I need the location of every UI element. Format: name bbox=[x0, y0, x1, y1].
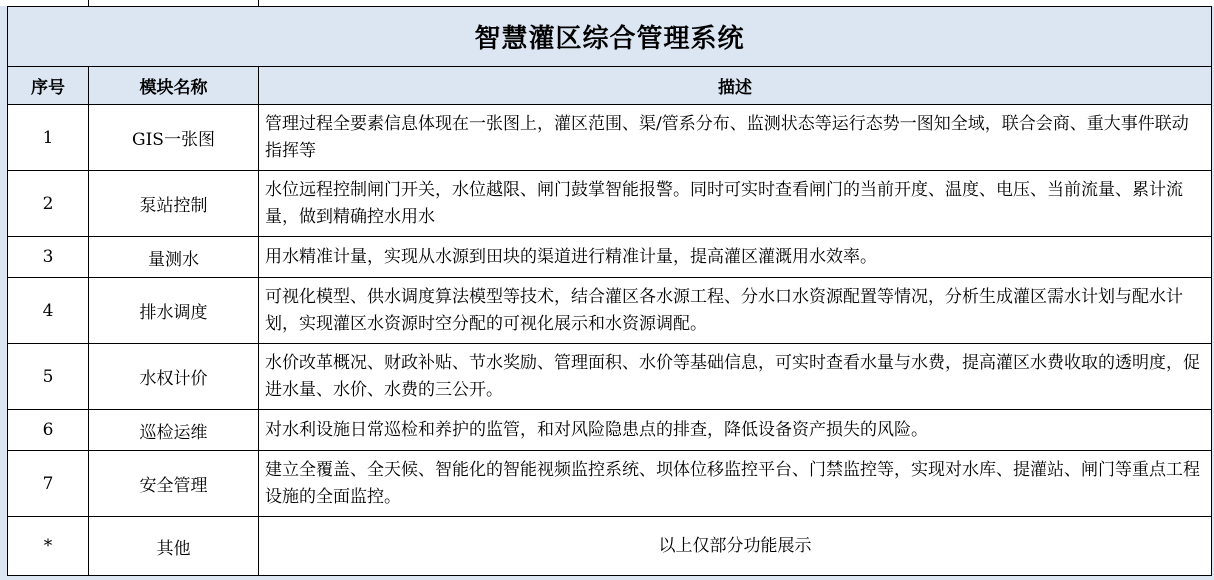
row-module: 巡检运维 bbox=[89, 410, 259, 451]
header-module: 模块名称 bbox=[89, 67, 259, 105]
row-index: 2 bbox=[8, 171, 89, 237]
row-module: 泵站控制 bbox=[89, 171, 259, 237]
table-row bbox=[8, 451, 1212, 517]
header-row bbox=[8, 67, 1212, 105]
table-row bbox=[8, 278, 1212, 344]
row-index: 3 bbox=[8, 237, 89, 278]
row-index: * bbox=[8, 517, 89, 576]
row-description: 水位远程控制闸门开关，水位越限、闸门鼓掌智能报警。同时可实时查看闸门的当前开度、温度、电压、当前流量、累计流量，做到精确控水用水 bbox=[259, 171, 1212, 237]
header-description: 描述 bbox=[259, 67, 1212, 105]
table-row bbox=[8, 171, 1212, 237]
row-description: 以上仅部分功能展示 bbox=[259, 517, 1212, 576]
row-description: 用水精准计量，实现从水源到田块的渠道进行精准计量，提高灌区灌溉用水效率。 bbox=[259, 237, 1212, 278]
row-index: 4 bbox=[8, 278, 89, 344]
table-title: 智慧灌区综合管理系统 bbox=[8, 7, 1212, 67]
table-row bbox=[8, 105, 1212, 171]
row-module: 水权计价 bbox=[89, 344, 259, 410]
table-row bbox=[8, 344, 1212, 410]
title-row bbox=[8, 7, 1212, 67]
row-description: 对水利设施日常巡检和养护的监管，和对风险隐患点的排查，降低设备资产损失的风险。 bbox=[259, 410, 1212, 451]
table-row bbox=[8, 237, 1212, 278]
table-row bbox=[8, 410, 1212, 451]
row-description: 建立全覆盖、全天候、智能化的智能视频监控系统、坝体位移监控平台、门禁监控等，实现对水库、提灌站、闸门等重点工程设施的全面监控。 bbox=[259, 451, 1212, 517]
row-description: 水价改革概况、财政补贴、节水奖励、管理面积、水价等基础信息，可实时查看水量与水费，提高灌区水费收取的透明度，促进水量、水价、水费的三公开。 bbox=[259, 344, 1212, 410]
row-index: 5 bbox=[8, 344, 89, 410]
header-index: 序号 bbox=[8, 67, 89, 105]
row-index: 7 bbox=[8, 451, 89, 517]
row-module: 排水调度 bbox=[89, 278, 259, 344]
row-description: 可视化模型、供水调度算法模型等技术，结合灌区各水源工程、分水口水资源配置等情况，分析生成灌区需水计划与配水计划，实现灌区水资源时空分配的可视化展示和水资源调配。 bbox=[259, 278, 1212, 344]
row-description: 管理过程全要素信息体现在一张图上，灌区范围、渠/管系分布、监测状态等运行态势一图知全域，联合会商、重大事件联动指挥等 bbox=[259, 105, 1212, 171]
row-index: 1 bbox=[8, 105, 89, 171]
module-table bbox=[7, 6, 1212, 576]
row-module: GIS一张图 bbox=[89, 105, 259, 171]
table-row bbox=[8, 517, 1212, 576]
row-index: 6 bbox=[8, 410, 89, 451]
row-module: 量测水 bbox=[89, 237, 259, 278]
row-module: 安全管理 bbox=[89, 451, 259, 517]
row-module: 其他 bbox=[89, 517, 259, 576]
